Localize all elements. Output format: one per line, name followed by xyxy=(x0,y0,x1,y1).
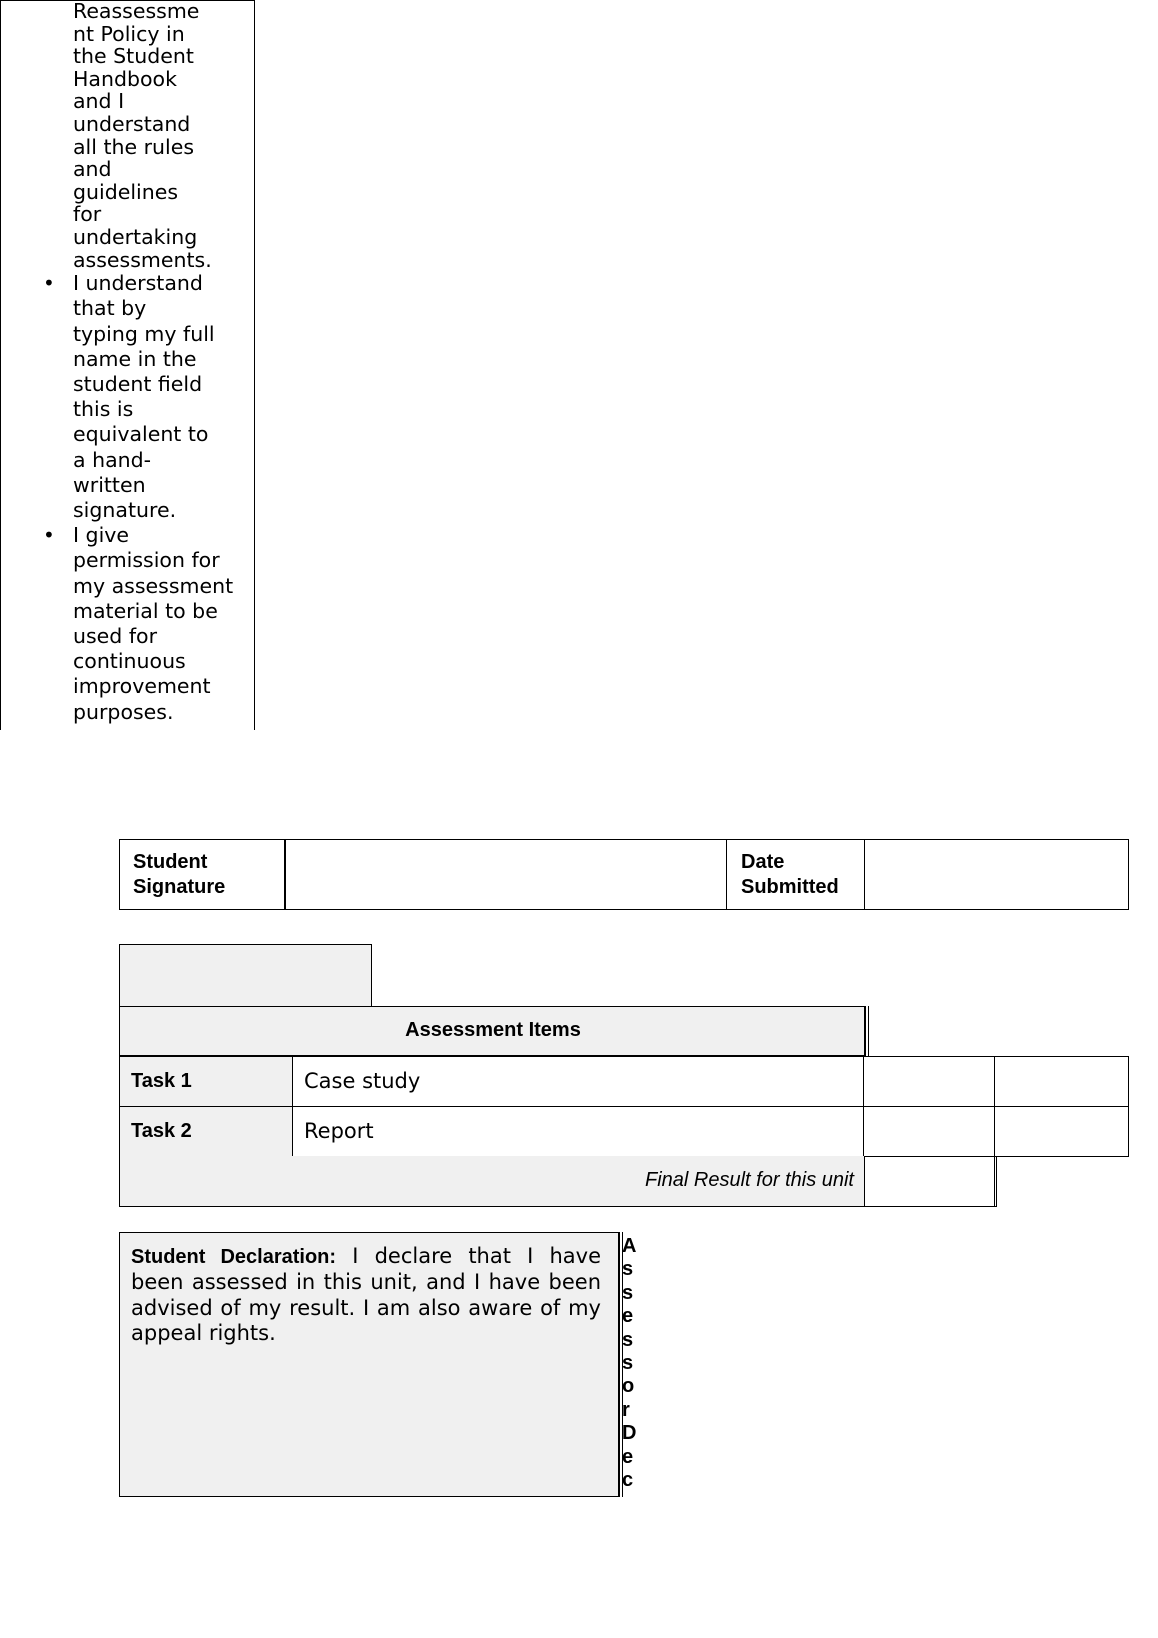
policy-bullet-line: • I give xyxy=(73,523,130,548)
assessment-items-header xyxy=(119,1006,865,1056)
policy-bullet-line: a hand- xyxy=(73,447,152,472)
policy-bullet-line: continuous xyxy=(73,649,186,674)
task1-description: Case study xyxy=(304,1069,421,1093)
policy-box xyxy=(0,0,255,730)
student-declaration-box xyxy=(119,1232,619,1497)
student-signature-label-line2: Signature xyxy=(133,876,226,898)
task2-description: Report xyxy=(304,1119,374,1143)
student-signature-label-cell xyxy=(119,839,286,910)
policy-bullet-line: typing my full xyxy=(73,321,215,346)
student-declaration-text xyxy=(131,1244,601,1346)
task1-extra-cell[interactable] xyxy=(996,1057,1128,1106)
policy-bullet-item xyxy=(73,523,249,725)
task2-label: Task 2 xyxy=(131,1120,192,1142)
policy-bullet-line: that by xyxy=(73,296,147,321)
grey-header-tab xyxy=(119,944,372,1007)
policy-intro-line: assessments. xyxy=(73,247,212,272)
policy-intro-line: Handbook xyxy=(73,66,177,91)
policy-bullet-line: purposes. xyxy=(73,699,174,724)
policy-intro-line: undertaking xyxy=(73,224,198,249)
student-signature-label-line1: Student xyxy=(133,851,208,873)
final-result-cell[interactable] xyxy=(865,1156,997,1207)
policy-bullet-item xyxy=(73,271,249,523)
policy-bullet-line: improvement xyxy=(73,674,211,699)
policy-intro-line: and I xyxy=(73,89,125,114)
task1-label-cell xyxy=(120,1057,293,1106)
policy-intro-line: nt Policy in xyxy=(73,21,185,46)
policy-bullet-line: my assessment xyxy=(73,573,234,598)
student-declaration-title: Student Declaration: xyxy=(131,1246,337,1268)
policy-bullet-line: student field xyxy=(73,371,203,396)
policy-bullet-line: written xyxy=(73,472,146,497)
final-result-label-cell xyxy=(119,1156,865,1207)
policy-intro-line: guidelines xyxy=(73,179,179,204)
task1-label: Task 1 xyxy=(131,1070,192,1092)
policy-bullet-line: signature. xyxy=(73,497,177,522)
task1-description-cell xyxy=(294,1057,864,1106)
policy-content xyxy=(73,0,249,725)
task1-result-cell[interactable] xyxy=(865,1057,995,1106)
student-signature-field[interactable] xyxy=(286,840,726,909)
policy-intro-line: all the rules xyxy=(73,134,195,159)
task2-label-cell xyxy=(120,1107,293,1156)
policy-bullet-line: this is xyxy=(73,397,134,422)
final-result-double-rule xyxy=(994,1156,998,1207)
policy-bullet-line: material to be xyxy=(73,598,218,623)
task2-result-cell[interactable] xyxy=(865,1107,995,1156)
policy-intro-line: understand xyxy=(73,111,191,136)
assessor-declaration-vertical-label: AssessorDec xyxy=(622,1235,636,1492)
policy-bullet-line: name in the xyxy=(73,346,197,371)
student-declaration-body: I declare that I have been assessed in this unit, and I have been advised of my result. I am also aware of my appeal rights. xyxy=(131,1244,601,1345)
policy-intro xyxy=(73,0,249,271)
assessment-items-title: Assessment Items xyxy=(405,1019,581,1041)
policy-intro-line: the Student xyxy=(73,44,194,69)
policy-intro-line: Reassessme xyxy=(73,0,200,23)
date-submitted-label-cell xyxy=(726,839,865,910)
task2-extra-cell[interactable] xyxy=(996,1107,1128,1156)
policy-bullet-line: permission for xyxy=(73,548,220,573)
policy-bullet-line: • I understand xyxy=(73,271,203,296)
date-submitted-field[interactable] xyxy=(866,840,1128,909)
policy-bullet-line: equivalent to xyxy=(73,422,209,447)
policy-bullet-line: used for xyxy=(73,623,158,648)
task2-description-cell xyxy=(294,1107,864,1156)
policy-intro-line: and xyxy=(73,157,112,182)
policy-bullet-list xyxy=(73,271,249,725)
final-result-label: Final Result for this unit xyxy=(645,1169,854,1191)
date-submitted-label-line2: Submitted xyxy=(741,876,839,898)
date-submitted-label-line1: Date xyxy=(741,851,785,873)
header-double-rule xyxy=(865,1006,869,1056)
policy-intro-line: for xyxy=(73,202,102,227)
